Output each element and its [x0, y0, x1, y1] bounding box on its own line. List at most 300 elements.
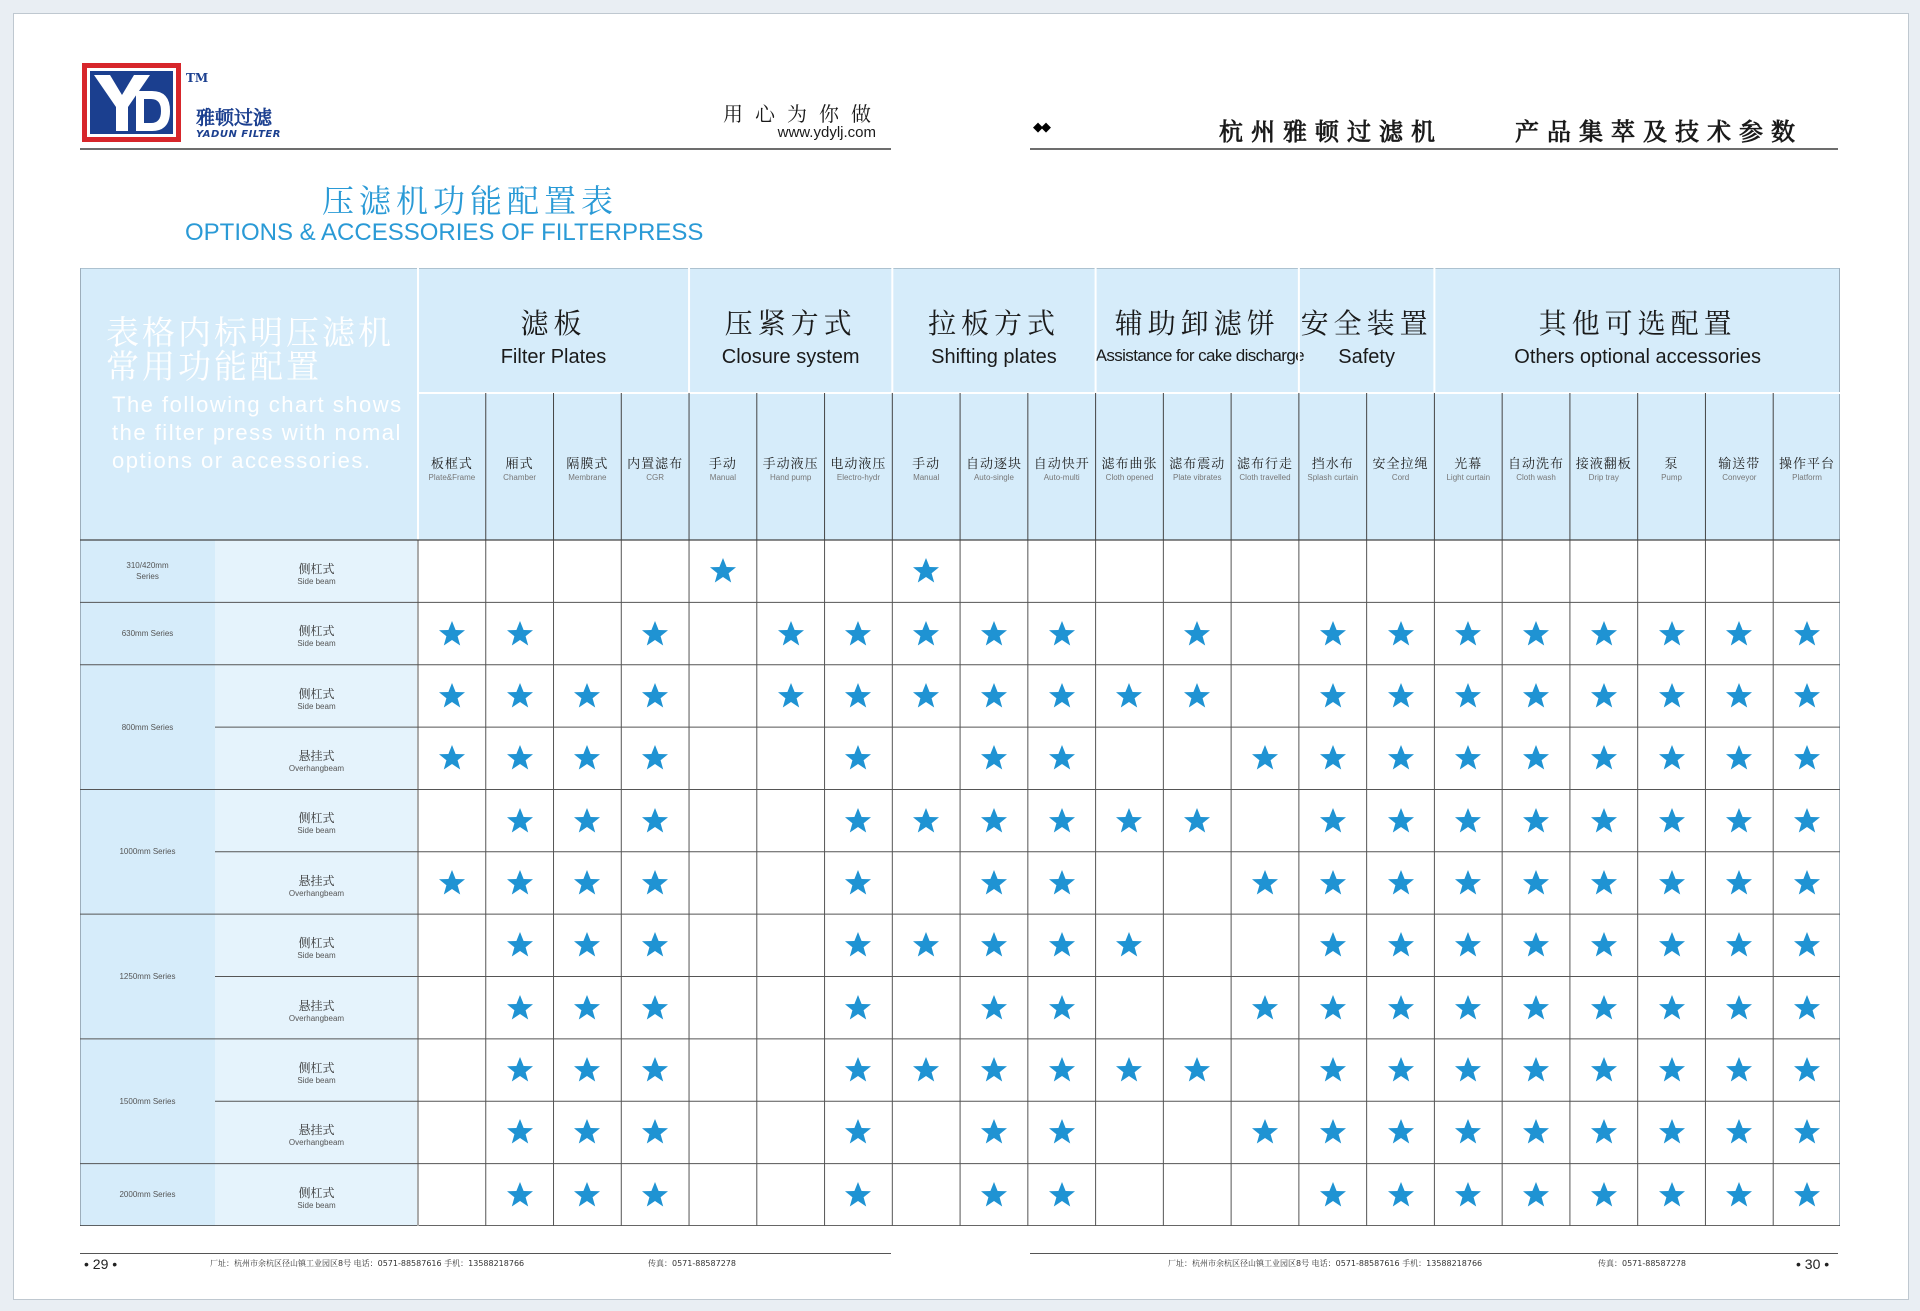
beam-type-cell	[215, 1101, 418, 1163]
column-label-cn: 泵	[1664, 457, 1679, 472]
column-group-label-en: Others optional accessories	[1514, 346, 1762, 368]
column-label-en: Manual	[709, 473, 737, 482]
star-icon	[1318, 993, 1348, 1023]
star-icon	[572, 930, 602, 960]
column-group-label-cn: 压紧方式	[724, 307, 857, 340]
corner-note-cn: 表格内标明压滤机常用功能配置	[106, 313, 394, 386]
double-diamond-icon: ◆◆	[1033, 120, 1049, 135]
column-header	[621, 393, 689, 540]
column-label-en: Electro-hydr	[836, 473, 880, 482]
column-header	[1028, 393, 1096, 540]
star-icon	[1521, 930, 1551, 960]
column-label-en: Membrane	[568, 473, 607, 482]
star-icon	[1589, 930, 1619, 960]
star-icon	[1589, 681, 1619, 711]
column-group-header	[689, 268, 892, 393]
website-link[interactable]: www.ydylj.com	[777, 124, 876, 141]
footer-rule-left	[80, 1253, 891, 1254]
column-label-cn: 电动液压	[830, 457, 887, 472]
star-icon	[1792, 1055, 1822, 1085]
table-corner-note	[80, 268, 418, 540]
column-label-cn: 滤布震动	[1169, 457, 1226, 472]
star-icon	[1792, 681, 1822, 711]
column-label-cn: 手动	[912, 457, 941, 472]
star-icon	[1589, 993, 1619, 1023]
footer-fax-left: 传真：0571-88587278	[648, 1259, 736, 1268]
star-icon	[911, 930, 941, 960]
star-icon	[1386, 930, 1416, 960]
star-icon	[1724, 681, 1754, 711]
star-icon	[1250, 868, 1280, 898]
column-label-cn: 接液翻板	[1575, 457, 1632, 472]
star-icon	[1589, 806, 1619, 836]
star-icon	[1521, 1117, 1551, 1147]
column-label-en: Auto-single	[973, 473, 1014, 482]
beam-type-en: Side beam	[297, 639, 336, 649]
column-group-label-en: Shifting plates	[931, 346, 1057, 368]
column-label-cn: 挡水布	[1311, 457, 1354, 472]
beam-type-cn: 悬挂式	[298, 1123, 335, 1138]
beam-type-cn: 悬挂式	[298, 749, 335, 764]
star-icon	[979, 806, 1009, 836]
star-icon	[843, 743, 873, 773]
beam-type-cell	[215, 977, 418, 1039]
star-icon	[1792, 1117, 1822, 1147]
column-group-label-en: Safety	[1338, 346, 1395, 368]
star-icon	[1724, 1055, 1754, 1085]
star-icon	[640, 681, 670, 711]
star-icon	[1386, 743, 1416, 773]
beam-type-cell	[215, 665, 418, 727]
column-label-en: Cloth wash	[1516, 473, 1556, 482]
trademark-label: TM	[186, 71, 209, 85]
star-icon	[911, 806, 941, 836]
star-icon	[1318, 1055, 1348, 1085]
star-icon	[1386, 1117, 1416, 1147]
column-header	[892, 393, 960, 540]
column-label-en: Light curtain	[1446, 473, 1491, 482]
catalog-title: 产品集萃及技术参数	[1515, 118, 1803, 146]
star-icon	[1047, 1117, 1077, 1147]
beam-type-en: Overhangbeam	[288, 1013, 345, 1023]
star-icon	[1792, 993, 1822, 1023]
star-icon	[1114, 930, 1144, 960]
star-icon	[1182, 1055, 1212, 1085]
star-icon	[1318, 619, 1348, 649]
star-icon	[1521, 743, 1551, 773]
star-icon	[640, 619, 670, 649]
star-icon	[572, 1180, 602, 1210]
star-icon	[640, 1055, 670, 1085]
star-icon	[640, 743, 670, 773]
column-group-header	[1434, 268, 1841, 393]
column-group-label-cn: 拉板方式	[927, 307, 1060, 340]
star-icon	[1589, 743, 1619, 773]
column-group-label-cn: 其他可选配置	[1538, 307, 1737, 340]
column-label-en: Manual	[913, 473, 940, 482]
star-icon	[640, 868, 670, 898]
star-icon	[572, 1117, 602, 1147]
star-icon	[572, 681, 602, 711]
column-header	[554, 393, 622, 540]
star-icon	[1589, 619, 1619, 649]
star-icon	[1792, 930, 1822, 960]
star-icon	[640, 993, 670, 1023]
star-icon	[1657, 619, 1687, 649]
star-icon	[437, 619, 467, 649]
star-icon	[776, 681, 806, 711]
company-name: 杭州雅顿过滤机	[1219, 118, 1443, 146]
star-icon	[640, 806, 670, 836]
star-icon	[979, 619, 1009, 649]
star-icon	[1453, 743, 1483, 773]
series-label	[80, 914, 215, 1039]
star-icon	[843, 993, 873, 1023]
star-icon	[843, 868, 873, 898]
column-label-en: Splash curtain	[1307, 473, 1359, 482]
star-icon	[1318, 806, 1348, 836]
star-icon	[1657, 1055, 1687, 1085]
column-header	[1163, 393, 1231, 540]
column-header	[1096, 393, 1164, 540]
star-icon	[1182, 681, 1212, 711]
column-group-header	[1095, 268, 1305, 393]
star-icon	[1047, 681, 1077, 711]
star-icon	[1047, 993, 1077, 1023]
star-icon	[1114, 806, 1144, 836]
star-icon	[1724, 930, 1754, 960]
star-icon	[505, 806, 535, 836]
column-label-en: Cloth opened	[1105, 473, 1154, 482]
column-group-label-cn: 安全装置	[1300, 307, 1433, 340]
star-icon	[1047, 1055, 1077, 1085]
star-icon	[1318, 1180, 1348, 1210]
star-icon	[1792, 868, 1822, 898]
column-header	[1570, 393, 1638, 540]
star-icon	[1453, 1117, 1483, 1147]
beam-type-cn: 悬挂式	[298, 998, 335, 1013]
star-icon	[1724, 868, 1754, 898]
star-icon	[572, 993, 602, 1023]
star-icon	[1318, 681, 1348, 711]
star-icon	[708, 556, 738, 586]
column-label-en: CGR	[646, 473, 665, 482]
star-icon	[505, 930, 535, 960]
star-icon	[1047, 930, 1077, 960]
star-icon	[1792, 806, 1822, 836]
column-label-en: Plate vibrates	[1173, 473, 1222, 482]
column-label-cn: 安全拉绳	[1372, 457, 1429, 472]
star-icon	[437, 681, 467, 711]
star-icon	[1182, 619, 1212, 649]
series-label-text: 1500mm Series	[119, 1096, 176, 1106]
star-icon	[505, 868, 535, 898]
star-icon	[1318, 743, 1348, 773]
series-label-text: 1000mm Series	[119, 847, 176, 857]
column-label-cn: 手动液压	[762, 457, 819, 472]
beam-type-en: Side beam	[297, 1075, 336, 1085]
column-header	[486, 393, 554, 540]
star-icon	[979, 1117, 1009, 1147]
star-icon	[505, 1180, 535, 1210]
star-icon	[1521, 806, 1551, 836]
star-icon	[1182, 806, 1212, 836]
star-icon	[1657, 1117, 1687, 1147]
star-icon	[1657, 993, 1687, 1023]
star-icon	[1792, 743, 1822, 773]
star-icon	[640, 1180, 670, 1210]
beam-type-cn: 悬挂式	[298, 873, 335, 888]
column-label-en: Platform	[1792, 473, 1822, 482]
column-header	[1299, 393, 1367, 540]
star-icon	[1318, 868, 1348, 898]
column-label-en: Cord	[1391, 473, 1410, 482]
column-group-header	[1299, 268, 1435, 393]
column-group-label-en: Assistance for cake discharge	[1095, 346, 1305, 365]
column-header	[689, 393, 757, 540]
column-label-cn: 厢式	[505, 457, 534, 472]
column-label-en: Chamber	[503, 473, 537, 482]
star-icon	[1047, 743, 1077, 773]
footer-address-right: 厂址：杭州市余杭区径山镇工业园区8号 电话：0571-88587616 手机：13588218766	[1168, 1259, 1483, 1268]
star-icon	[505, 619, 535, 649]
star-icon	[911, 681, 941, 711]
star-icon	[1386, 806, 1416, 836]
beam-type-cell	[215, 852, 418, 914]
column-header	[1638, 393, 1706, 540]
beam-type-en: Overhangbeam	[288, 1138, 345, 1148]
column-header	[1434, 393, 1502, 540]
star-icon	[1047, 806, 1077, 836]
star-icon	[1521, 1180, 1551, 1210]
column-label-cn: 自动逐块	[965, 457, 1022, 472]
star-icon	[979, 1055, 1009, 1085]
star-icon	[1521, 619, 1551, 649]
star-icon	[572, 806, 602, 836]
footer-fax-right: 传真：0571-88587278	[1598, 1259, 1686, 1268]
column-label-en: Hand pump	[769, 473, 812, 482]
beam-type-cell	[215, 540, 418, 602]
star-icon	[1318, 1117, 1348, 1147]
column-label-cn: 内置滤布	[627, 457, 684, 472]
star-icon	[1453, 868, 1483, 898]
star-icon	[911, 556, 941, 586]
star-icon	[1453, 619, 1483, 649]
column-label-en: Cloth travelled	[1239, 473, 1291, 482]
column-label-cn: 操作平台	[1779, 457, 1836, 472]
star-icon	[1047, 868, 1077, 898]
series-label	[80, 1164, 215, 1226]
star-icon	[1453, 1055, 1483, 1085]
star-icon	[1386, 868, 1416, 898]
star-icon	[911, 1055, 941, 1085]
star-icon	[1724, 619, 1754, 649]
star-icon	[1386, 993, 1416, 1023]
star-icon	[572, 1055, 602, 1085]
star-icon	[1453, 806, 1483, 836]
star-icon	[1521, 681, 1551, 711]
series-label-text: 310/420mm Series	[126, 561, 169, 582]
column-label-cn: 板框式	[430, 457, 473, 472]
star-icon	[1589, 1180, 1619, 1210]
beam-type-en: Side beam	[297, 826, 336, 836]
star-icon	[1386, 1055, 1416, 1085]
star-icon	[1657, 930, 1687, 960]
star-icon	[505, 1055, 535, 1085]
column-label-cn: 滤布曲张	[1101, 457, 1158, 472]
beam-type-cn: 侧杠式	[298, 562, 335, 576]
series-label	[80, 665, 215, 790]
star-icon	[843, 681, 873, 711]
beam-type-en: Side beam	[297, 1200, 336, 1210]
star-icon	[843, 1180, 873, 1210]
star-icon	[979, 681, 1009, 711]
series-label-text: 1250mm Series	[119, 972, 176, 982]
page-title-cn: 压滤机功能配置表	[322, 182, 619, 220]
column-group-label-en: Filter Plates	[500, 346, 607, 368]
star-icon	[979, 930, 1009, 960]
column-label-en: Auto-multi	[1043, 473, 1080, 482]
column-header	[1773, 393, 1841, 540]
star-icon	[640, 1117, 670, 1147]
star-icon	[1724, 743, 1754, 773]
star-icon	[1453, 1180, 1483, 1210]
column-label-cn: 自动快开	[1033, 457, 1090, 472]
star-icon	[1386, 681, 1416, 711]
column-group-header	[892, 268, 1095, 393]
star-icon	[776, 619, 806, 649]
page-number-right: • 30 •	[1796, 1256, 1830, 1272]
beam-type-cell	[215, 1164, 418, 1226]
yd-logo-icon	[80, 61, 183, 144]
star-icon	[911, 619, 941, 649]
footer-address-left: 厂址：杭州市余杭区径山镇工业园区8号 电话：0571-88587616 手机：13588218766	[210, 1259, 525, 1268]
column-header	[1231, 393, 1299, 540]
star-icon	[1047, 1180, 1077, 1210]
series-label-text: 800mm Series	[121, 722, 174, 732]
star-icon	[1724, 806, 1754, 836]
column-header	[1502, 393, 1570, 540]
beam-type-cell	[215, 914, 418, 976]
star-icon	[979, 1180, 1009, 1210]
beam-type-en: Side beam	[297, 577, 336, 586]
star-icon	[1250, 993, 1280, 1023]
page-number-left: • 29 •	[84, 1256, 118, 1272]
star-icon	[1657, 681, 1687, 711]
star-icon	[843, 1117, 873, 1147]
star-icon	[1250, 1117, 1280, 1147]
beam-type-cell	[215, 1039, 418, 1101]
header-rule-left	[80, 148, 891, 150]
beam-type-cn: 侧杠式	[298, 1185, 335, 1200]
column-header	[418, 393, 486, 540]
slogan: 用心为你做	[723, 102, 883, 126]
star-icon	[1453, 930, 1483, 960]
star-icon	[1114, 1055, 1144, 1085]
beam-type-en: Overhangbeam	[288, 764, 345, 774]
brand-name-en: YADUN FILTER	[196, 129, 281, 140]
column-group-label-cn: 滤板	[520, 307, 587, 340]
column-label-cn: 手动	[708, 457, 737, 472]
star-icon	[1657, 806, 1687, 836]
star-icon	[1792, 619, 1822, 649]
beam-type-cn: 侧杠式	[298, 1060, 335, 1075]
page-title-en: OPTIONS & ACCESSORIES OF FILTERPRESS	[185, 219, 704, 246]
star-icon	[1047, 619, 1077, 649]
brand-name-cn: 雅顿过滤	[196, 107, 273, 129]
star-icon	[1521, 1055, 1551, 1085]
star-icon	[979, 868, 1009, 898]
star-icon	[1453, 681, 1483, 711]
column-group-header	[418, 268, 689, 393]
column-label-cn: 自动洗布	[1508, 457, 1565, 472]
series-label-text: 630mm Series	[121, 629, 174, 639]
star-icon	[1589, 1055, 1619, 1085]
beam-type-cn: 侧杠式	[298, 624, 335, 639]
column-label-en: Pump	[1661, 473, 1682, 482]
star-icon	[1657, 743, 1687, 773]
column-group-label-en: Closure system	[721, 346, 860, 368]
star-icon	[1250, 743, 1280, 773]
star-icon	[1724, 1180, 1754, 1210]
star-icon	[1521, 868, 1551, 898]
star-icon	[1521, 993, 1551, 1023]
column-label-en: Plate&Frame	[428, 473, 476, 482]
column-label-cn: 滤布行走	[1236, 457, 1293, 472]
beam-type-cell	[215, 727, 418, 789]
column-header	[1705, 393, 1773, 540]
star-icon	[843, 806, 873, 836]
star-icon	[843, 1055, 873, 1085]
corner-note-en: The following chart shows the filter press with nomal options or accessories.	[112, 392, 403, 473]
beam-type-cn: 侧杠式	[298, 811, 335, 826]
header-rule-right	[1030, 148, 1838, 150]
star-icon	[1657, 868, 1687, 898]
beam-type-en: Side beam	[297, 701, 336, 711]
star-icon	[572, 743, 602, 773]
star-icon	[1792, 1180, 1822, 1210]
star-icon	[843, 930, 873, 960]
star-icon	[1386, 619, 1416, 649]
series-label	[80, 602, 215, 664]
options-table	[80, 268, 1840, 1226]
column-label-en: Drip tray	[1588, 473, 1619, 482]
beam-type-en: Side beam	[297, 951, 336, 961]
star-icon	[505, 681, 535, 711]
column-group-label-cn: 辅助卸滤饼	[1114, 307, 1280, 340]
column-label-cn: 光幕	[1454, 457, 1483, 472]
star-icon	[1318, 930, 1348, 960]
series-label	[80, 789, 215, 914]
star-icon	[505, 743, 535, 773]
column-header	[825, 393, 893, 540]
column-label-cn: 输送带	[1718, 457, 1761, 472]
star-icon	[1589, 868, 1619, 898]
beam-type-en: Overhangbeam	[288, 888, 345, 898]
star-icon	[1453, 993, 1483, 1023]
column-header	[757, 393, 825, 540]
star-icon	[1386, 1180, 1416, 1210]
series-label-text: 2000mm Series	[119, 1190, 176, 1200]
star-icon	[979, 993, 1009, 1023]
star-icon	[505, 1117, 535, 1147]
column-header	[1367, 393, 1435, 540]
star-icon	[572, 868, 602, 898]
star-icon	[1114, 681, 1144, 711]
star-icon	[640, 930, 670, 960]
series-label	[80, 1039, 215, 1164]
star-icon	[1724, 1117, 1754, 1147]
